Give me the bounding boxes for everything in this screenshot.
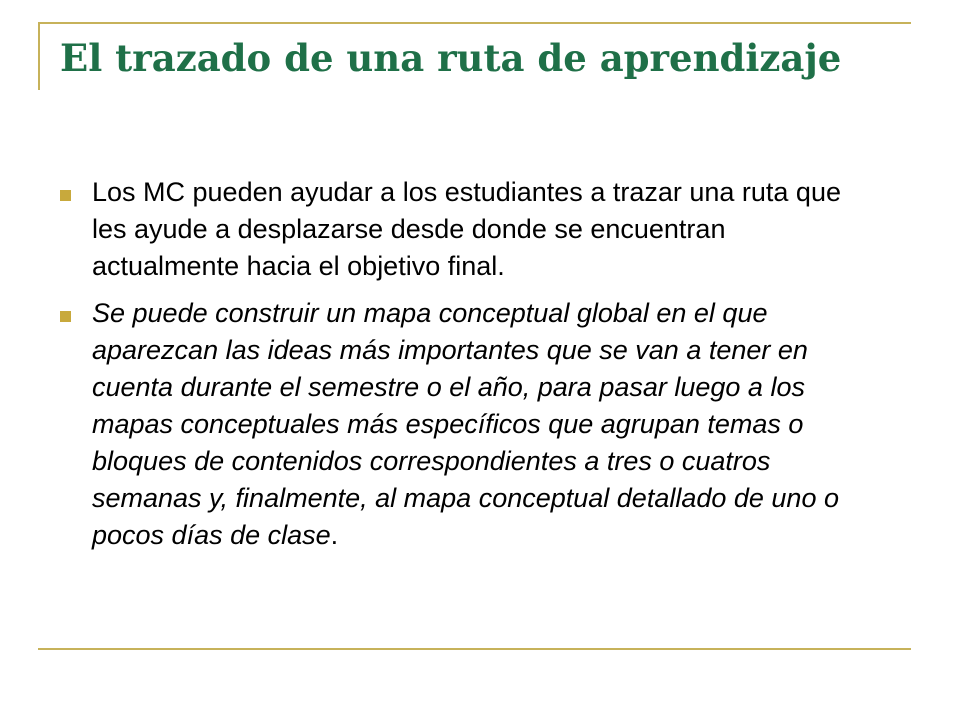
left-frame-line xyxy=(38,22,40,90)
bullet-text-2 xyxy=(92,295,880,554)
bullet-item-2 xyxy=(60,295,880,554)
top-frame-line xyxy=(38,22,911,24)
square-bullet-icon xyxy=(60,190,71,201)
bullet-text-2-end: . xyxy=(330,520,339,550)
bottom-frame-line xyxy=(38,648,911,650)
bullet-text-2-italic: Se puede construir un mapa conceptual global en el que aparezcan las ideas más importantes que se van a tener en cuenta durante el semestre o el año, para pasar luego a los mapas conceptuales más específicos que agrupan temas o bloques de contenidos correspondientes a tres o cuatros semanas y, finalmente, al mapa conceptual detallado de uno o pocos días de clase xyxy=(92,298,839,550)
square-bullet-icon xyxy=(60,311,71,322)
bullet-item-1 xyxy=(60,174,880,285)
slide-title: El trazado de una ruta de aprendizaje xyxy=(60,36,842,80)
bullet-list xyxy=(60,174,880,564)
bullet-text-1: Los MC pueden ayudar a los estudiantes a trazar una ruta que les ayude a desplazarse desde donde se encuentran actualmente hacia el objetivo final. xyxy=(92,177,841,281)
